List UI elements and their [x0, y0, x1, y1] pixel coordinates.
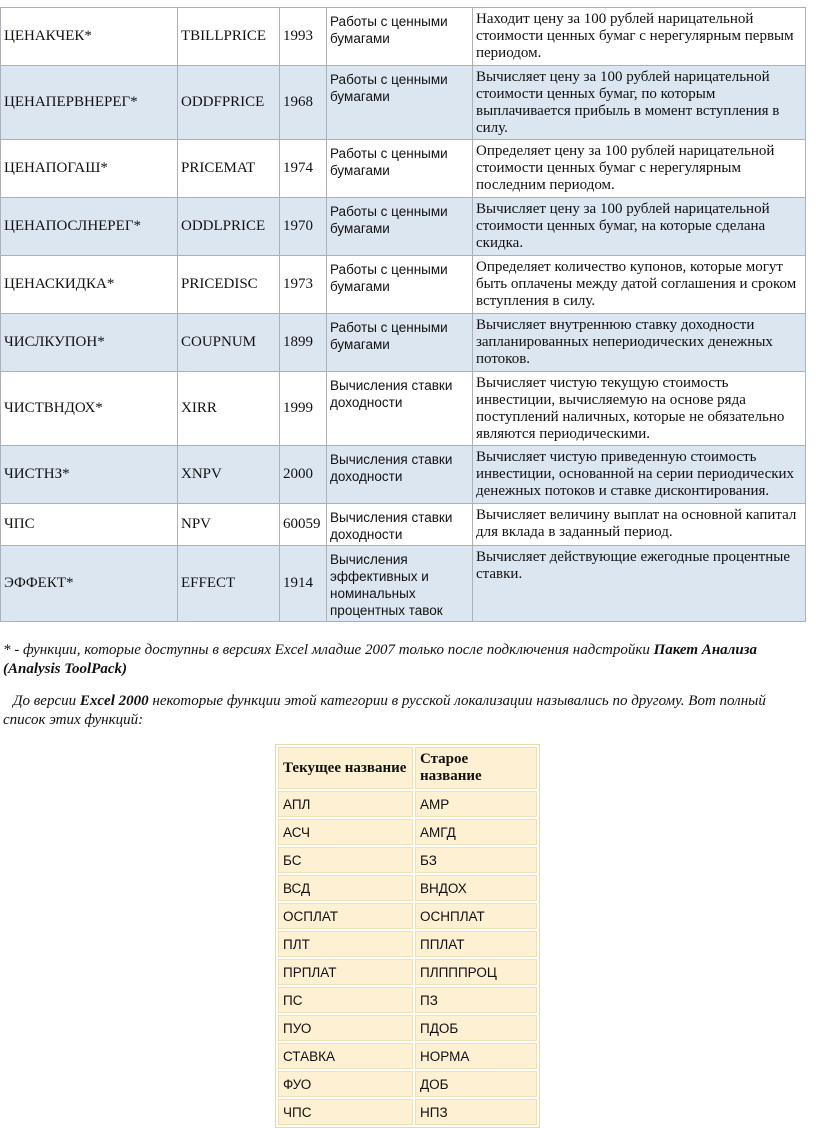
- paragraph-before: До версии: [13, 693, 80, 709]
- func-code: 1993: [280, 8, 327, 66]
- func-category: Работы с ценными бумагами: [327, 8, 473, 66]
- table-row: [1, 66, 806, 140]
- table-row: [278, 931, 537, 957]
- table-row: [1, 140, 806, 198]
- old-name: ОСНПЛАТ: [415, 903, 537, 929]
- table-row: [278, 959, 537, 985]
- func-description: Определяет цену за 100 рублей нарицательной стоимости ценных бумаг с нерегулярным последним периодом.: [473, 140, 806, 198]
- func-category: Работы с ценными бумагами: [327, 198, 473, 256]
- table-row: [278, 903, 537, 929]
- func-description: Определяет количество купонов, которые могут быть оплачены между датой соглашения и сроком вступления в силу.: [473, 256, 806, 314]
- func-name-ru: ЧИСТНЗ*: [1, 446, 178, 504]
- func-category: Работы с ценными бумагами: [327, 256, 473, 314]
- func-name-ru: ЭФФЕКТ*: [1, 546, 178, 622]
- functions-table-body: [1, 8, 806, 622]
- current-name: СТАВКА: [278, 1043, 413, 1069]
- func-name-en: XIRR: [178, 372, 280, 446]
- old-name: ВНДОХ: [415, 875, 537, 901]
- func-code: 60059: [280, 504, 327, 546]
- table-row: [278, 875, 537, 901]
- func-description: Находит цену за 100 рублей нарицательной стоимости ценных бумаг с нерегулярным первым периодом.: [473, 8, 806, 66]
- excel-version: Excel 2000: [79, 693, 149, 709]
- table-row: [1, 446, 806, 504]
- names-table: [275, 744, 540, 1128]
- current-name: АСЧ: [278, 819, 413, 845]
- func-category: Вычисления ставки доходности: [327, 504, 473, 546]
- func-name-ru: ЦЕНАПОГАШ*: [1, 140, 178, 198]
- header-current: Текущее название: [278, 747, 413, 789]
- table-row: [1, 504, 806, 546]
- table-row: [278, 819, 537, 845]
- current-name: ПУО: [278, 1015, 413, 1041]
- func-category: Вычисления ставки доходности: [327, 446, 473, 504]
- current-name: АПЛ: [278, 791, 413, 817]
- current-name: ФУО: [278, 1071, 413, 1097]
- old-name: ПЛПППРОЦ: [415, 959, 537, 985]
- func-category: Работы с ценными бумагами: [327, 66, 473, 140]
- func-name-en: COUPNUM: [178, 314, 280, 372]
- func-name-en: PRICEDISC: [178, 256, 280, 314]
- names-table-header: [278, 747, 537, 789]
- table-row: [1, 546, 806, 622]
- table-row: [1, 314, 806, 372]
- table-row: [278, 987, 537, 1013]
- current-name: ВСД: [278, 875, 413, 901]
- table-row: [1, 198, 806, 256]
- version-paragraph: [3, 692, 808, 730]
- func-code: 1999: [280, 372, 327, 446]
- func-name-en: PRICEMAT: [178, 140, 280, 198]
- old-name: ДОБ: [415, 1071, 537, 1097]
- current-name: ПС: [278, 987, 413, 1013]
- old-name: АМР: [415, 791, 537, 817]
- func-code: 1974: [280, 140, 327, 198]
- func-code: 2000: [280, 446, 327, 504]
- old-name: ПДОБ: [415, 1015, 537, 1041]
- func-name-en: ODDFPRICE: [178, 66, 280, 140]
- func-code: 1968: [280, 66, 327, 140]
- func-description: Вычисляет чистую текущую стоимость инвестиции, вычисляемую на основе ряда поступлений наличных, которые не обязательно являются периодическими.: [473, 372, 806, 446]
- func-description: Вычисляет внутреннюю ставку доходности запланированных непериодических денежных потоков.: [473, 314, 806, 372]
- table-row: [1, 8, 806, 66]
- old-name: НПЗ: [415, 1099, 537, 1125]
- functions-table: [0, 7, 806, 622]
- footnote: [3, 641, 803, 679]
- current-name: ПРПЛАТ: [278, 959, 413, 985]
- func-category: Работы с ценными бумагами: [327, 140, 473, 198]
- func-description: Вычисляет чистую приведенную стоимость инвестиции, основанной на серии периодических денежных потоков и ставке дисконтирования.: [473, 446, 806, 504]
- func-code: 1899: [280, 314, 327, 372]
- current-name: ЧПС: [278, 1099, 413, 1125]
- func-name-ru: ЧПС: [1, 504, 178, 546]
- current-name: ОСПЛАТ: [278, 903, 413, 929]
- func-name-ru: ЧИСТВНДОХ*: [1, 372, 178, 446]
- func-description: Вычисляет действующие ежегодные процентные ставки.: [473, 546, 806, 622]
- func-name-ru: ЦЕНАПЕРВНЕРЕГ*: [1, 66, 178, 140]
- func-code: 1914: [280, 546, 327, 622]
- func-name-en: XNPV: [178, 446, 280, 504]
- table-row: [278, 1071, 537, 1097]
- old-name: ППЛАТ: [415, 931, 537, 957]
- func-description: Вычисляет цену за 100 рублей нарицательной стоимости ценных бумаг, по которым выплачивается прибыль в момент вступления в силу.: [473, 66, 806, 140]
- old-name: НОРМА: [415, 1043, 537, 1069]
- current-name: ПЛТ: [278, 931, 413, 957]
- table-row: [278, 1015, 537, 1041]
- paragraph-after: некоторые функции этой категории в русской локализации назывались по другому. Вот полный список этих функций:: [3, 693, 766, 728]
- current-name: БС: [278, 847, 413, 873]
- func-category: Работы с ценными бумагами: [327, 314, 473, 372]
- func-name-en: TBILLPRICE: [178, 8, 280, 66]
- table-row: [278, 791, 537, 817]
- func-name-ru: ЧИСЛКУПОН*: [1, 314, 178, 372]
- func-name-ru: ЦЕНАКЧЕК*: [1, 8, 178, 66]
- func-description: Вычисляет величину выплат на основной капитал для вклада в заданный период.: [473, 504, 806, 546]
- func-name-en: EFFECT: [178, 546, 280, 622]
- footnote-text: * - функции, которые доступны в версиях Excel младше 2007 только после подключения надстройки: [3, 642, 654, 658]
- func-category: Вычисления эффективных и номинальных процентных тавок: [327, 546, 473, 622]
- table-row: [278, 847, 537, 873]
- old-name: БЗ: [415, 847, 537, 873]
- old-name: ПЗ: [415, 987, 537, 1013]
- func-name-en: ODDLPRICE: [178, 198, 280, 256]
- func-code: 1973: [280, 256, 327, 314]
- func-category: Вычисления ставки доходности: [327, 372, 473, 446]
- header-old: Старое название: [415, 747, 537, 789]
- table-row: [1, 372, 806, 446]
- func-name-en: NPV: [178, 504, 280, 546]
- addin-name: Пакет Анализа (Analysis ToolPack): [3, 642, 758, 677]
- func-name-ru: ЦЕНАПОСЛНЕРЕГ*: [1, 198, 178, 256]
- table-row: [278, 1043, 537, 1069]
- func-description: Вычисляет цену за 100 рублей нарицательной стоимости ценных бумаг, на которые сделана скидка.: [473, 198, 806, 256]
- func-code: 1970: [280, 198, 327, 256]
- table-row: [278, 1099, 537, 1125]
- old-name: АМГД: [415, 819, 537, 845]
- table-row: [1, 256, 806, 314]
- names-table-body: [278, 791, 537, 1125]
- func-name-ru: ЦЕНАСКИДКА*: [1, 256, 178, 314]
